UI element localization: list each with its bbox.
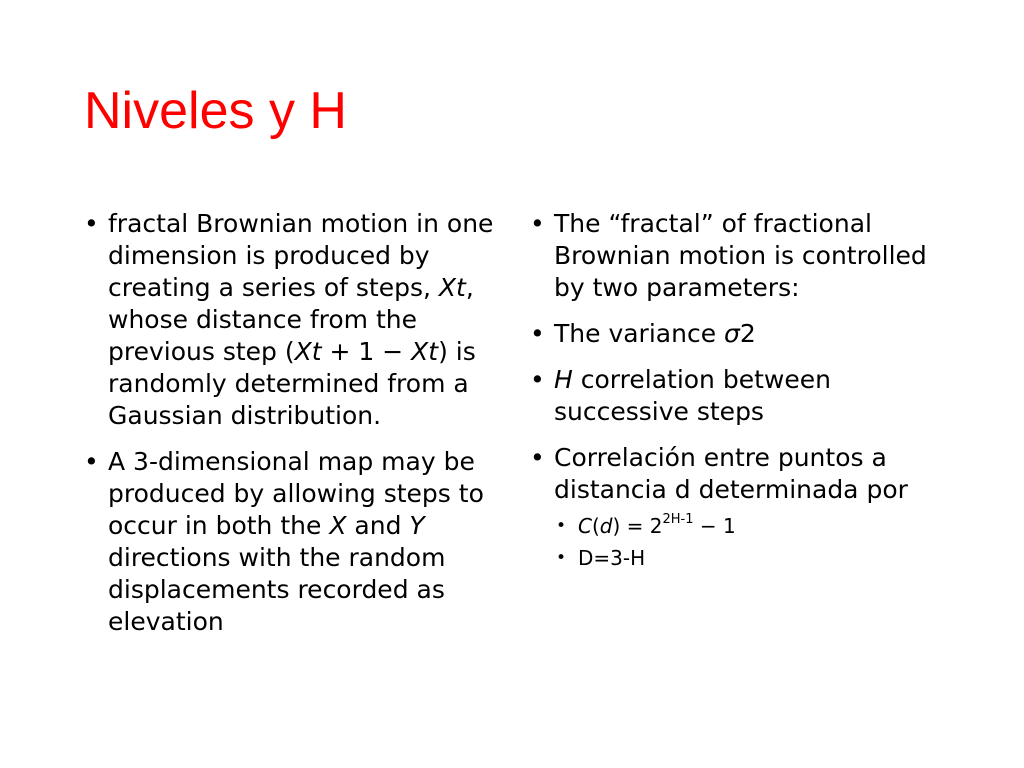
bullet-dot: • [84, 209, 99, 238]
bullet-correlacion: • Correlación entre puntos a distancia d determinada por [530, 443, 908, 504]
bullet-fbm-1d: • fractal Brownian motion in one dimension is produced by creating a series of steps, Xt, whose distance from the previous step (Xt + 1 − Xt) is randomly determined from a Gaussian distribution. [84, 209, 494, 430]
bullet-h-correlation: • H correlation between successive steps [530, 365, 831, 426]
sub-bullet-dimension: • D=3-H [530, 542, 950, 574]
right-column [530, 208, 950, 574]
sub-bullet-dot: • [556, 516, 567, 536]
bullet-dot: • [530, 209, 545, 238]
bullet-fractal-parameters: • The “fractal” of fractional Brownian motion is controlled by two parameters: [530, 209, 927, 302]
bullet-dot: • [530, 319, 545, 348]
bullet-3d-map: • A 3-dimensional map may be produced by allowing steps to occur in both the X and Y directions with the random displacements recorded as elevation [84, 447, 484, 636]
bullet-dot: • [84, 447, 99, 476]
left-column [84, 208, 504, 652]
slide-title: Niveles y H [84, 82, 347, 140]
bullet-dot: • [530, 443, 545, 472]
sub-bullet-dot: • [556, 548, 567, 568]
bullet-dot: • [530, 365, 545, 394]
bullet-variance: • The variance σ2 [530, 319, 756, 348]
sub-bullet-formula: • $C(d) = 2^{2H-1} - 1$ [530, 510, 950, 542]
